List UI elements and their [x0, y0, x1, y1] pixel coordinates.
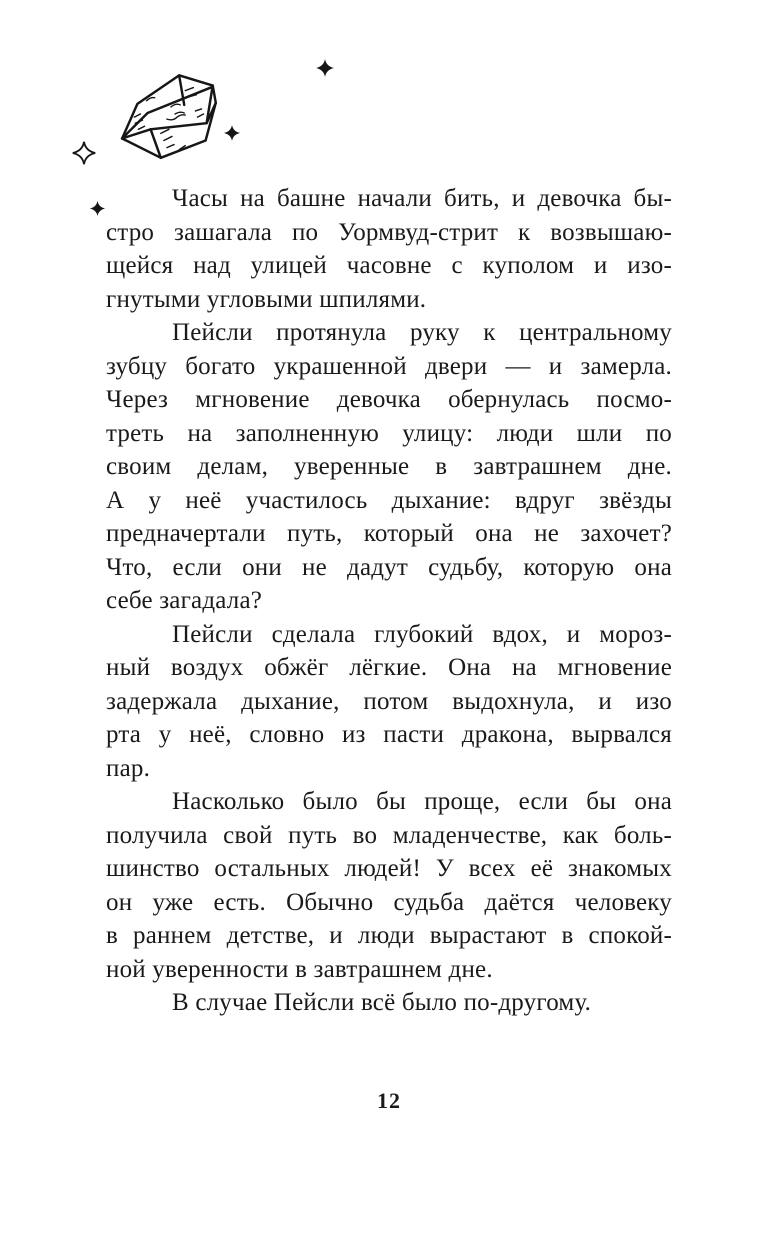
text-line: пар.: [106, 754, 151, 782]
paragraph: [106, 182, 672, 316]
text-line: зубцу богато украшенной двери — и замерла.: [106, 352, 672, 380]
text-line: гнутыми угловыми шпилями.: [106, 285, 427, 313]
text-line: Пейсли протянула руку к центральному: [172, 319, 672, 346]
text-line: Пейсли сделала глубокий вдох, и мороз-: [172, 620, 672, 648]
text-line: Через мгновение девочка обернулась посмо-: [106, 386, 672, 413]
paragraph: [106, 316, 672, 618]
text-line: предначертали путь, который она не захочет?: [106, 520, 672, 547]
text-line: Что, если они не дадут судьбу, которую она: [106, 553, 672, 581]
text-line: Насколько было бы проще, если бы она: [172, 788, 672, 815]
paragraph: [106, 986, 672, 1020]
paragraph: [106, 618, 672, 786]
text-line: Часы на башне начали бить, и девочка бы-: [172, 185, 672, 212]
text-line: В случае Пейсли всё было по-другому.: [172, 989, 592, 1016]
text-line: рта у неё, словно из пасти дракона, вырвался: [106, 721, 672, 748]
page-number: 12: [377, 1088, 401, 1113]
text-line: себе загадала?: [106, 587, 263, 614]
text-line: ный воздух обжёг лёгкие. Она на мгновение: [106, 654, 672, 681]
text-line: треть на заполненную улицу: люди шли по: [106, 419, 672, 447]
crystal-illustration-icon: [116, 60, 228, 164]
text-line: ной уверенности в завтрашнем дне.: [106, 955, 493, 983]
paragraph: [106, 785, 672, 986]
text-line: получила свой путь во младенчестве, как боль-: [106, 821, 672, 849]
text-line: стро зашагала по Уормвуд-стрит к возвышаю-: [106, 218, 672, 246]
text-line: в раннем детстве, и люди вырастают в спокой-: [106, 922, 672, 949]
sparkle-solid-icon: [90, 200, 105, 217]
text-line: своим делам, уверенные в завтрашнем дне.: [106, 453, 672, 480]
text-line: шинство остальных людей! У всех её знакомых: [106, 855, 672, 882]
text-line: он уже есть. Обычно судьба даётся человеку: [106, 888, 672, 916]
text-line: щейся над улицей часовне с куполом и изо-: [106, 252, 672, 279]
sparkle-outline-icon: [72, 137, 96, 169]
sparkle-solid-icon: [224, 124, 240, 142]
sparkle-solid-icon: [316, 58, 334, 78]
body-text: [106, 182, 672, 1020]
text-line: задержала дыхание, потом выдохнула, и изо: [106, 687, 672, 715]
text-line: А у неё участилось дыхание: вдруг звёзды: [106, 486, 672, 514]
